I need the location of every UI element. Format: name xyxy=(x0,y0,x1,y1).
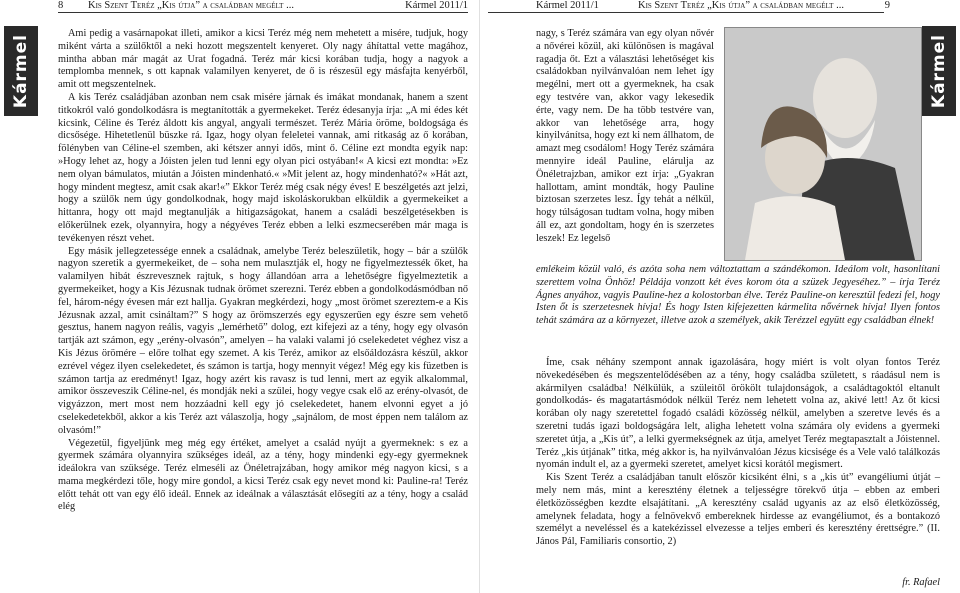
logo-text: Kármel xyxy=(11,33,31,109)
issue-label: Kármel 2011/1 xyxy=(405,0,468,11)
paragraph: nagy, s Teréz számára van egy olyan nővér a nővérei közül, aki különösen is magával ragadja őt. Ezt a választási lehetőséget kis családokban nyilvánvalóan nem lehet így megélni, mert ott a gyermeknek, ha csak egy testvére van, akkor vagy lekesedik érte, vagy nem. De ha több testvére van, akkor van lehetősége arra, hogy kinyilvánítsa, hogy ezt ki nem állhatom, de amazt meg csodálom! Hogy Teréz számára mennyire ideál Pauline, elárulja az Önéletrajzban, amikor ezt írja: „Gyakran hallottam, amint mondták, hogy Pauline biztosan szerzetes lesz. Így tehát a nélkül, hogy túlságosan tudtam volna, hogy miben áll ez, azt gondoltam, hogy én is szerzetes leszek! Ez legelső xyxy=(536,28,714,244)
paragraph: Ami pedig a vasárnapokat illeti, amikor a kicsi Teréz még nem mehetett a misére, tudjuk, hogy miként várta a szülőktől a neki hozott megszentelt kenyeret. Oly nagy áhítattal vette magához, mintha abban már magát az Urat fogadná. Teréz már kicsi korában tudja, hogy a nagyok a templomba mennek, s ott kapnak valamilyen kenyeret, de ő is részesül egy másfajta kenyérből, amit ott megszentelnek. xyxy=(58,28,468,91)
right-continued-text xyxy=(536,264,940,328)
running-title: Kis Szent Teréz „Kis útja” a családban megélt ... xyxy=(88,0,294,11)
photo-louis-martin-and-therese xyxy=(724,27,922,261)
running-title: Kis Szent Teréz „Kis útja” a családban megélt ... xyxy=(638,0,844,11)
left-column-text xyxy=(58,28,468,514)
right-top-text xyxy=(536,28,714,246)
author-signature: fr. Rafael xyxy=(902,577,940,588)
right-page xyxy=(480,0,960,593)
paragraph: A kis Teréz családjában azonban nem csak misére járnak és imákat mondanak, hanem a szent titkokról való gondolkodásra is megtanították a gyermekeket. Teréz édesanyja írja: „A mi édes két kicsink, Céline és Teréz áldott kis angyal, angyali természet. Teréz Mária öröme, boldogsága és dicsősége. Hihetetlenül büszke rá. Igaz, hogy olyan feleletei vannak, ami ritkaság az ő korában, fölényben van Céline-el szemben, aki kétszer annyi idős, mint ő. Céline ezt mondta egyik nap: »Hogy lehet az, hogy a Jóisten jelen tud lenni egy olyan pici ostyában!« A kicsi ezt mondta: »Ez nem olyan bámulatos, miután a Jóisten mindenható.« »Mit jelent az, hogy mindenható?« »Hát azt, hogy mindent megtesz, amit csak akar!«” Ekkor Teréz még csak négy éves! E beszélgetés azt jelzi, hogy a szülők nem úgy gondolkodnak, hogy majd iskoláskorukban elküldik a gyermekeiket a hittanra, hogy ott majd megtanulják a hitigazságokat, hanem a családi beszélgetésekben is előkerülnek ezek, olyannyira, hogy a négyéves Teréz ebben a lelki eszmecserében már maga is tevékenyen részt vehet. xyxy=(58,91,468,244)
paragraph: Végezetül, figyeljünk meg még egy értéket, amelyet a család nyújt a gyermeknek: s ez a gyermek számára olyannyira szükséges ideál, az a tény, hogy mindenki egy-egy gyermeknek ideálokra van szüksége. Teréz elmeséli az Önéletrajzában, hogy amikor még nagyon kicsi, s a mama megkérdezi tőle, hogy mire gondol, a kicsi Teréz csak egy nevet mond ki: Pauline-ra! Teréz előtt tehát ott van egy élő ideál. Ennek az ideálnak a választását elősegíti az a tény, hogy a család elég xyxy=(58,437,468,513)
right-page-header xyxy=(488,0,890,13)
paragraph: emlékeim közül való, és azóta soha nem változtattam a szándékomon. Ideálom volt, hasonlítani szerettem volna Önhöz! Példája vonzott két éves korom óta a szüzek Jegyeséhez.” – írja Teréz Ágnes anyához, vagyis Pauline-hez a kolostorban élve. Teréz Pauline-on keresztül fedezi fel, hogy Isten őt is szerzetesnek hívja! És hogy Isten kifejezetten kármelita nővérnek hívja! Ilyen fontos tehát számára az a környezet, illetve azok a személyek, akik Terézzel együtt egy családban élnek! xyxy=(536,264,940,327)
page-number: 9 xyxy=(884,0,890,11)
left-page-header xyxy=(58,0,468,13)
logo-text: Kármel xyxy=(929,33,949,109)
paragraph: Íme, csak néhány szempont annak igazolására, hogy miért is volt olyan fontos Teréz növekedésében és megszentelődésében az a tény, hogy családba született, s ráadásul nem is akármilyen családba! Nélkülük, a szüleitől örökölt tulajdonságok, a családtagoktól eltanult gondolkodás- és magatartásmódok nélkül Teréz nem lehetett volna az, akivé lett! Az őt kicsi korában oly nagy szeretettel fogadó családi közösség nélkül, amelyben a szeretve levés és a szeretni tudás igazi boldogságára lelt, aligha lehetett volna számára oly evidens a gyermeki szeretet útja, a „Kis út”, a lelki gyermekségnek az útja, amelyet Teréz megtapasztalt a Jóistennel. Teréz „kis útjának” titka, még akkor is, ha nyilvánvalóan Jézus kicsisége és a Vele való találkozás nyomán indult el, az a gyermeki szeretet, amelyet kicsi korától megismert. xyxy=(536,357,940,471)
page-number: 8 xyxy=(58,0,64,11)
photo-illustration xyxy=(725,28,921,260)
issue-label: Kármel 2011/1 xyxy=(536,0,599,11)
paragraph: Egy másik jellegzetessége ennek a családnak, amelybe Teréz beleszületik, hogy – bár a szülők nagyon szeretik a gyermekeiket, de – soha nem mulasztják el, hogy ne figyelmeztessék őket, ha valamilyen hibát észrevesznek rajtuk, s hogy állandóan arra a lehetőségre figyelmeztetik a gyermekeiket, hogy a Kis Jézusnak tudnak örömet szerezni. Teréz ebben a gondolkodásmódban nő fel, három-négy évesen már ezt hallja. Gyakran megkérdezi, hogy „most örömet szereztem-e a Kis Jézusnak azzal, amit csináltam?” S hogy az örömszerzés egy egyszerűen egy észre sem vehető gesztus, hanem nagyon reális, vagyis „lemérhető” dolog, ezt kifejezi az a tény, hogy egy olvasón tartják azt számon, egy „erény-olvasón”, amelyen – ha valaki valami jó cselekedetet véghez visz a Kis Jézus örömére – előre tolhat egy szemet. A kis Teréz, amikor az elsőáldozásra készül, akkor ezrével végez ilyen cselekedetet, és számon is tartja, hogy mennyit végez! Még egy kis füzetben is számon tartja az eredményt! Igaz, hogy azért kis ravasz is tud lenni, mert az egyik alkalommal, amikor összeveszik Céline-nel, és mondják neki a szülei, hogy vegye csak elő az erény-olvasót, de vigyázzon, mert most nem hozzáadni kell egy jó cselekedetet, hanem elvonni egyet a jó cselekedetekből, akkor a kis Teréz azt válaszolja, hogy „sajnálom, de most éppen nem találom az olvasóm!” xyxy=(58,245,468,436)
karmel-logo xyxy=(4,26,38,116)
paragraph: Kis Szent Teréz a családjában tanult először kicsiként élni, s a „kis út” evangéliumi útját – mely nem más, mint a keresztény életnek a teljességre törekvő útja – ebben az emberi életközösségben kezdte elsajátítani. „A keresztény család ugyanis az az első életközösség, amelynek feladata, hogy a felnövekvő embereknek hirdesse az evangéliumot, és a bontakozó személyt a neveléssel és a katekézissel elvezesse a teljes emberi és keresztény érettségre.” (II. János Pál, Familiaris consortio, 2) xyxy=(536,472,940,548)
right-body-text xyxy=(536,357,940,549)
karmel-logo xyxy=(922,26,956,116)
